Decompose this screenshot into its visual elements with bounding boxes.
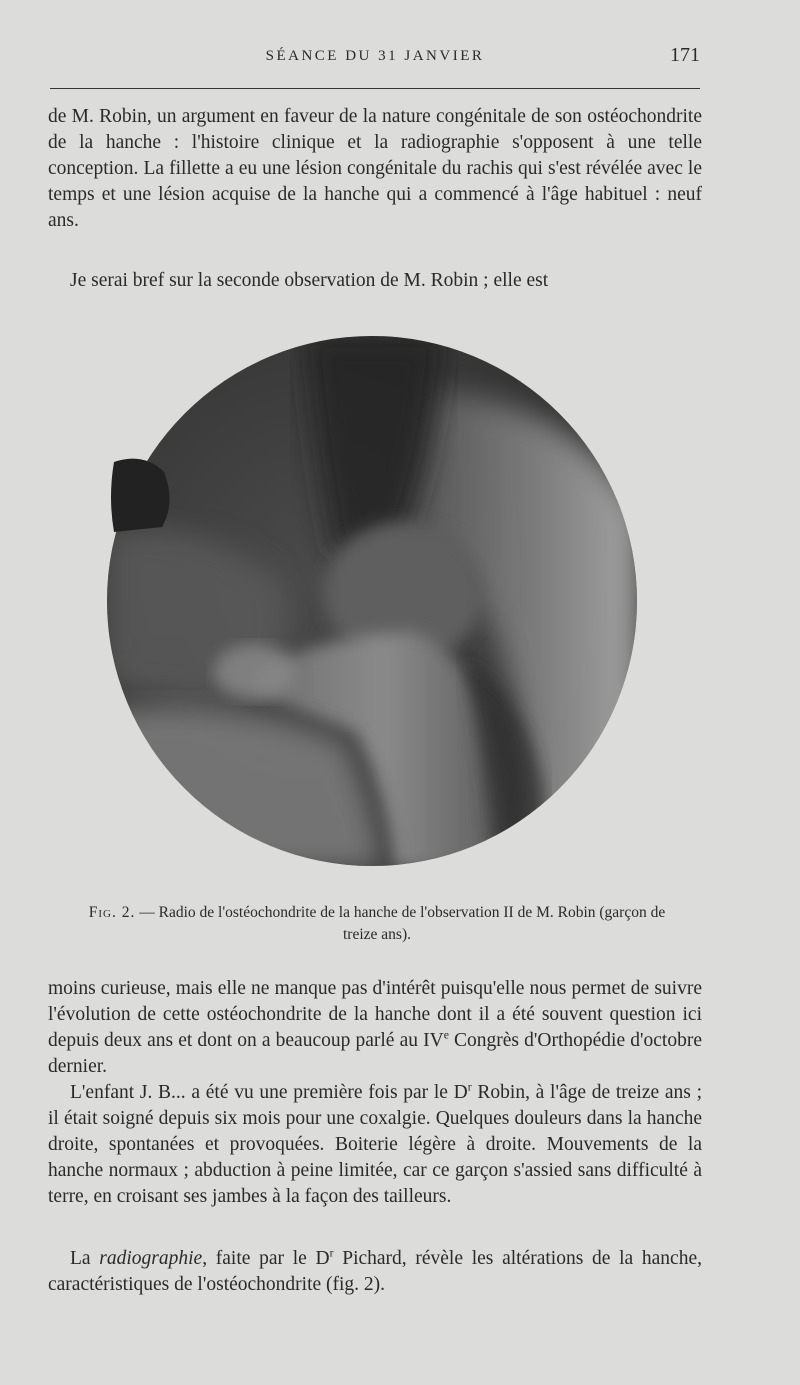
paragraph-5-mid: , faite par le D [202, 1248, 330, 1269]
running-head [50, 44, 700, 74]
header-rule [50, 88, 700, 89]
paragraph-5-lead: La [70, 1248, 100, 1269]
figure-caption [72, 902, 682, 946]
superscript-r: r [467, 1080, 472, 1094]
paragraph-5 [48, 1246, 702, 1298]
caption-text: — Radio de l'ostéochondrite de la hanche de l'observation II de M. Robin (garçon de treize ans). [135, 904, 666, 943]
superscript-r-2: r [329, 1246, 334, 1260]
paragraph-2: Je serai bref sur la seconde observation de M. Robin ; elle est [70, 270, 549, 291]
radiograph-figure [104, 332, 640, 870]
superscript-e: e [443, 1028, 449, 1042]
paragraph-3-text: moins curieuse, mais elle ne manque pas d'intérêt puisqu'elle nous permet de suivre l'évolution de cette ostéochondrite de la hanche dont il a été souvent question ici depuis deux ans et dont on a beaucoup parlé au IV [48, 978, 702, 1051]
hip-radiograph-image [104, 332, 640, 870]
paragraph-4 [48, 1080, 702, 1210]
page-number: 171 [670, 44, 700, 66]
paragraph-3 [48, 976, 702, 1080]
figure-label: Fig. 2. [88, 904, 136, 921]
paragraph-5-text-end: Pichard, révèle les altérations de la hanche, caractéristiques de l'ostéochondrite (fig. 2). [48, 1248, 702, 1295]
running-title: SÉANCE DU 31 JANVIER [265, 48, 485, 64]
paragraph-5-italic: radiographie [99, 1248, 203, 1269]
paragraph-3-text-end: Congrès d'Orthopédie d'octobre dernier. [48, 1030, 703, 1077]
paragraph-4-text: L'enfant J. B... a été vu une première fois par le D [70, 1082, 468, 1103]
paragraph-1: de M. Robin, un argument en faveur de la nature congénitale de son ostéochondrite de la hanche : l'histoire clinique et la radiographie s'opposent à une telle conception. La fillette a eu une lésion congénitale du rachis qui s'est révélée avec le temps et une lésion acquise de la hanche qui a commencé à l'âge habituel : neuf ans. [48, 106, 702, 231]
paragraph-4-text-end: Robin, à l'âge de treize ans ; il était soigné depuis six mois pour une coxalgie. Quelques douleurs dans la hanche droite, spontanées et provoquées. Boiterie légère à droite. Mouvements de la hanche normaux ; abduction à peine limitée, car ce garçon s'assied sans difficulté à terre, en croisant ses jambes à la façon des tailleurs. [48, 1082, 702, 1207]
